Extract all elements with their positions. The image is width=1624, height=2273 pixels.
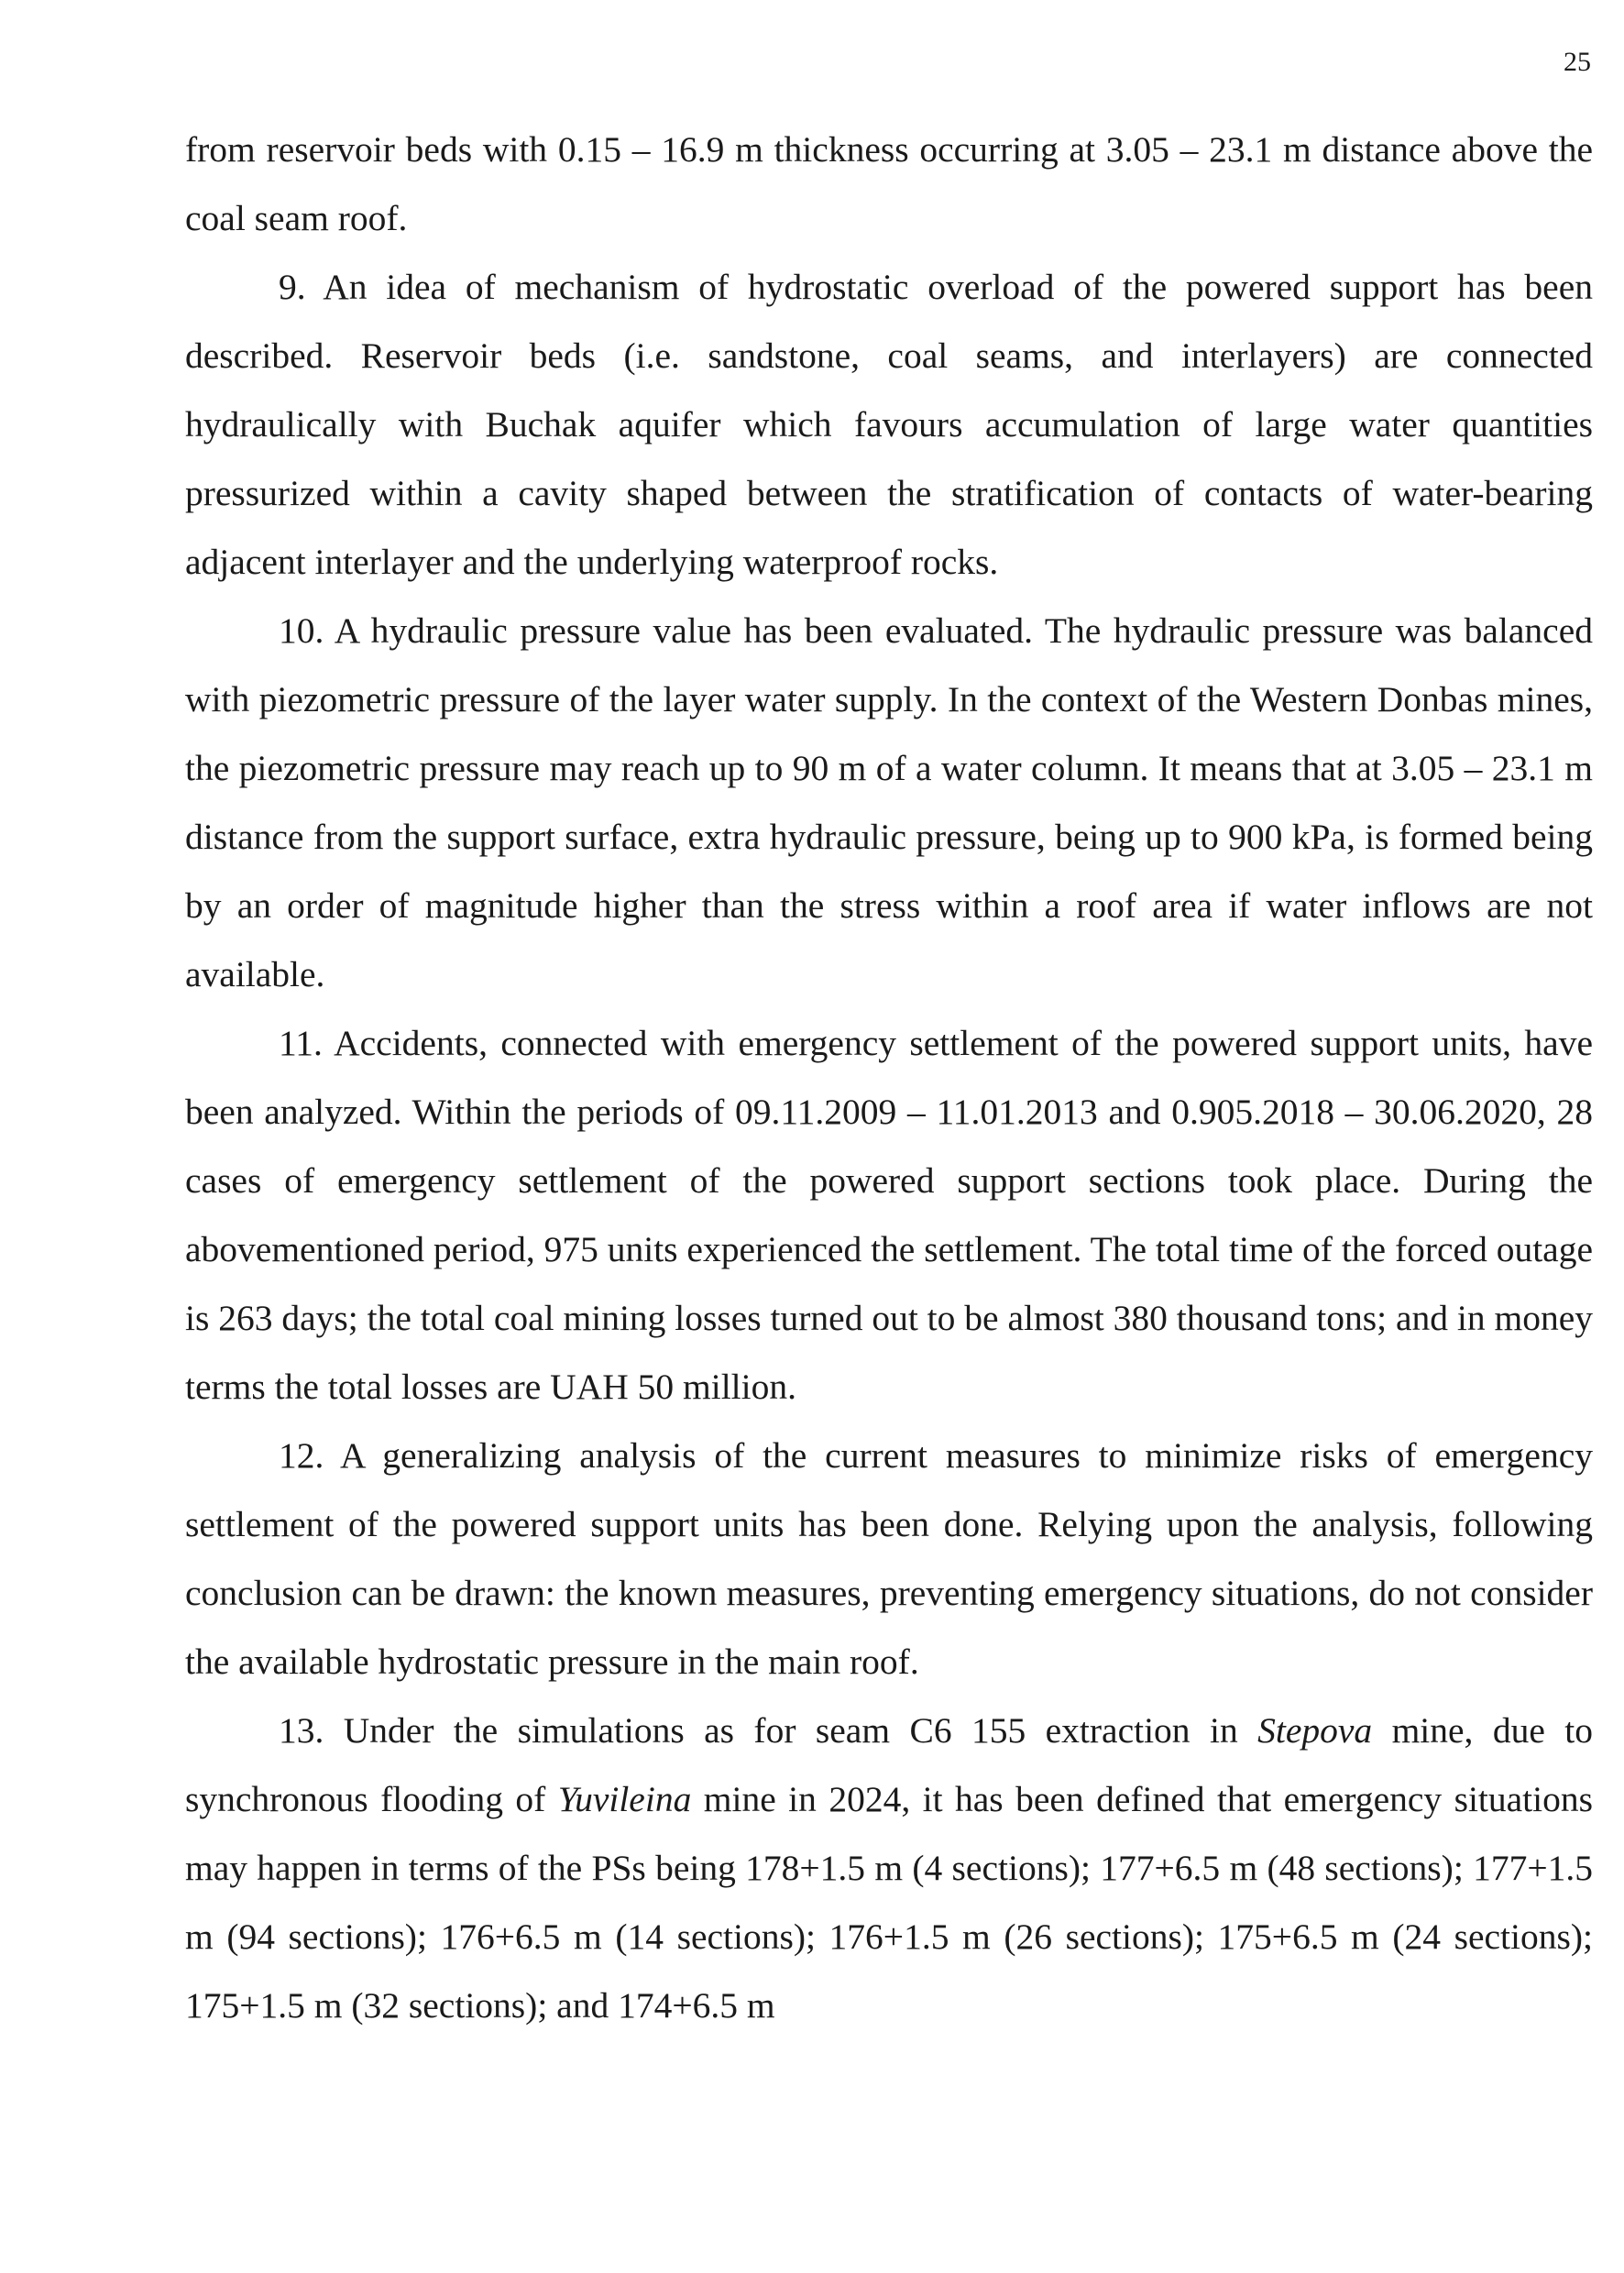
paragraph-9: 9. An idea of mechanism of hydrostatic overload of the powered support has been described. Reservoir beds (i.e. sandstone, coal seams, and interlayers) are connected hydraulically with Buchak aquifer which favours accumulation of large water quantities pressurized within a cavity shaped between the stratification of contacts of water-bearing adjacent interlayer and the underlying waterproof rocks. — [185, 267, 1593, 582]
paragraph-13 — [185, 1697, 1593, 2040]
paragraph-13-part-3: mine in 2024, it has been defined that emergency situations may happen in terms of the PSs being 178+1.5 m (4 sections); 177+6.5 m (48 sections); 177+1.5 m (94 sections); 176+6.5 m (14 sections); 176+1.5 m (26 sections); 175+6.5 m (24 sections); 175+1.5 m (32 sections); and 174+6.5 m — [185, 1779, 1594, 2026]
paragraph-13-part-1: 13. Under the simulations as for seam C6 155 extraction in — [279, 1710, 1258, 1751]
body-text — [185, 115, 1593, 2040]
page-number: 25 — [1564, 47, 1591, 77]
paragraph-13-part-2: mine, due to synchronous flooding of — [185, 1710, 1593, 1819]
paragraph-11: 11. Accidents, connected with emergency settlement of the powered support units, have been analyzed. Within the periods of 09.11.2009 – 11.01.2013 and 0.905.2018 – 30.06.2020, 28 cases of emergency settlement of the powered support sections took place. During the abovementioned period, 975 units experienced the settlement. The total time of the forced outage is 263 days; the total coal mining losses turned out to be almost 380 thousand tons; and in money terms the total losses are UAH 50 million. — [185, 1023, 1593, 1407]
paragraph-8-continuation: from reservoir beds with 0.15 – 16.9 m thickness occurring at 3.05 – 23.1 m distance above the coal seam roof. — [185, 129, 1593, 238]
mine-name-stepova: Stepova — [1257, 1710, 1373, 1751]
mine-name-yuvileina: Yuvileina — [557, 1779, 692, 1819]
paragraph-12: 12. A generalizing analysis of the current measures to minimize risks of emergency settlement of the powered support units has been done. Relying upon the analysis, following conclusion can be drawn: the known measures, preventing emergency situations, do not consider the available hydrostatic pressure in the main roof. — [185, 1435, 1593, 1682]
paragraph-10: 10. A hydraulic pressure value has been evaluated. The hydraulic pressure was balanced with piezometric pressure of the layer water supply. In the context of the Western Donbas mines, the piezometric pressure may reach up to 90 m of a water column. It means that at 3.05 – 23.1 m distance from the support surface, extra hydraulic pressure, being up to 900 kPa, is formed being by an order of magnitude higher than the stress within a roof area if water inflows are not available. — [185, 610, 1593, 994]
